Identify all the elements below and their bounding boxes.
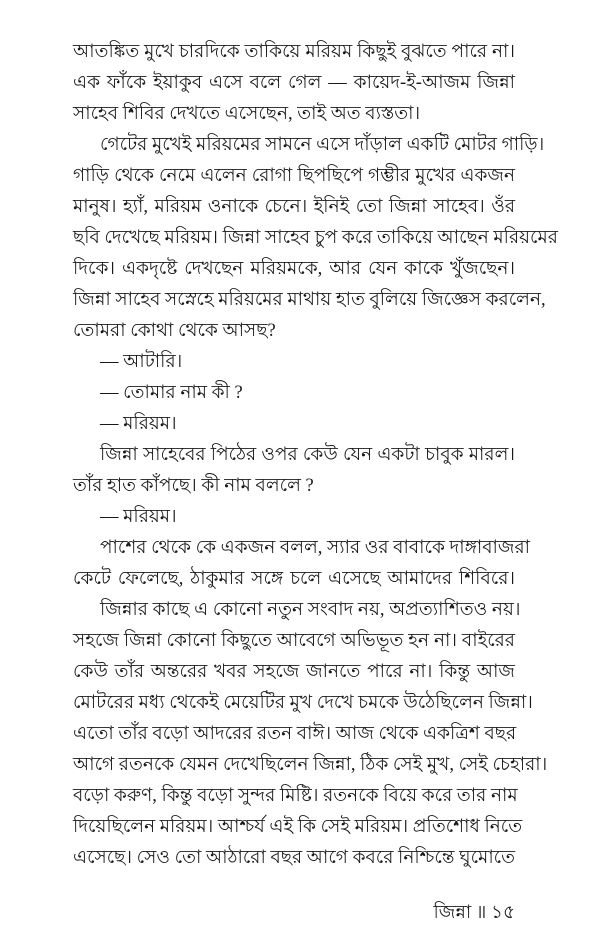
text-line: সহজে জিন্না কোনো কিছুতে আবেগে অভিভূত হন না। বাইরের <box>73 631 515 651</box>
text-line: তোমরা কোথা থেকে আসছ? <box>73 321 276 341</box>
text-line: বড়ো করুণ, কিন্তু বড়ো সুন্দর মিষ্টি। রতনকে বিয়ে করে তার নাম <box>73 786 518 806</box>
text-line: কেটে ফেলেছে, ঠাকুমার সঙ্গে চলে এসেছে আমাদের শিবিরে। <box>73 569 515 589</box>
text-line: মানুষ। হ্যাঁ, মরিয়ম ওনাকে চেনে। ইনিই তো জিন্না সাহেব। ওঁর <box>73 197 515 217</box>
text-line: তাঁর হাত কাঁপছে। কী নাম বললে ? <box>73 476 314 496</box>
text-line: জিন্নার কাছে এ কোনো নতুন সংবাদ নয়, অপ্রত্যাশিতও নয়। <box>100 600 521 620</box>
text-line: ছবি দেখেছে মরিয়ম। জিন্না সাহেব চুপ করে তাকিয়ে আছেন মরিয়মের <box>73 228 558 248</box>
text-line: আতঙ্কিত মুখে চারদিকে তাকিয়ে মরিয়ম কিছুই বুঝতে পারে না। <box>73 42 515 62</box>
text-line: সাহেব শিবির দেখতে এসেছেন, তাই অত ব্যস্ততা। <box>73 104 421 124</box>
dialogue-line: — মরিয়ম। <box>100 507 177 527</box>
dialogue-line: — আটারি। <box>100 352 183 372</box>
text-line: জিন্না সাহেব সস্নেহে মরিয়মের মাথায় হাত বুলিয়ে জিজ্ঞেস করলেন, <box>73 290 546 310</box>
text-line: কেউ তাঁর অন্তরের খবর সহজে জানতে পারে না। কিন্তু আজ <box>73 662 515 682</box>
page-footer <box>433 898 515 928</box>
text-line: এসেছে। সেও তো আঠারো বছর আগে কবরে নিশ্চিন্তে ঘুমোতে <box>73 848 515 868</box>
text-line: দিকে। একদৃষ্টে দেখছেন মরিয়মকে, আর যেন কাকে খুঁজছেন। <box>73 259 515 279</box>
running-title: জিন্না ॥ <box>433 903 487 923</box>
dialogue-line: — তোমার নাম কী ? <box>100 383 243 403</box>
page-number: ১৫ <box>490 903 515 923</box>
text-line: এক ফাঁকে ইয়াকুব এসে বলে গেল — কায়েদ-ই-আজম জিন্না <box>73 73 515 93</box>
text-line: গাড়ি থেকে নেমে এলেন রোগা ছিপছিপে গম্ভীর মুখের একজন <box>73 166 515 186</box>
text-line: এতো তাঁর বড়ো আদরের রতন বাঈ। আজ থেকে একত্রিশ বছর <box>73 724 517 744</box>
dialogue-line: — মরিয়ম। <box>100 414 177 434</box>
text-line: মোটরের মধ্য থেকেই মেয়েটির মুখ দেখে চমকে উঠেছিলেন জিন্না। <box>73 693 533 713</box>
text-line: পাশের থেকে কে একজন বলল, স্যার ওর বাবাকে দাঙ্গাবাজরা <box>100 538 530 558</box>
text-line: জিন্না সাহেবের পিঠের ওপর কেউ যেন একটা চাবুক মারল। <box>100 445 515 465</box>
text-line: দিয়েছিলেন মরিয়ম। আশ্চর্য এই কি সেই মরিয়ম। প্রতিশোধ নিতে <box>73 817 523 837</box>
page-body <box>73 37 558 874</box>
text-line: আগে রতনকে যেমন দেখেছিলেন জিন্না, ঠিক সেই মুখ, সেই চেহারা। <box>73 755 548 775</box>
text-line: গেটের মুখেই মরিয়মের সামনে এসে দাঁড়াল একটি মোটর গাড়ি। <box>100 135 545 155</box>
